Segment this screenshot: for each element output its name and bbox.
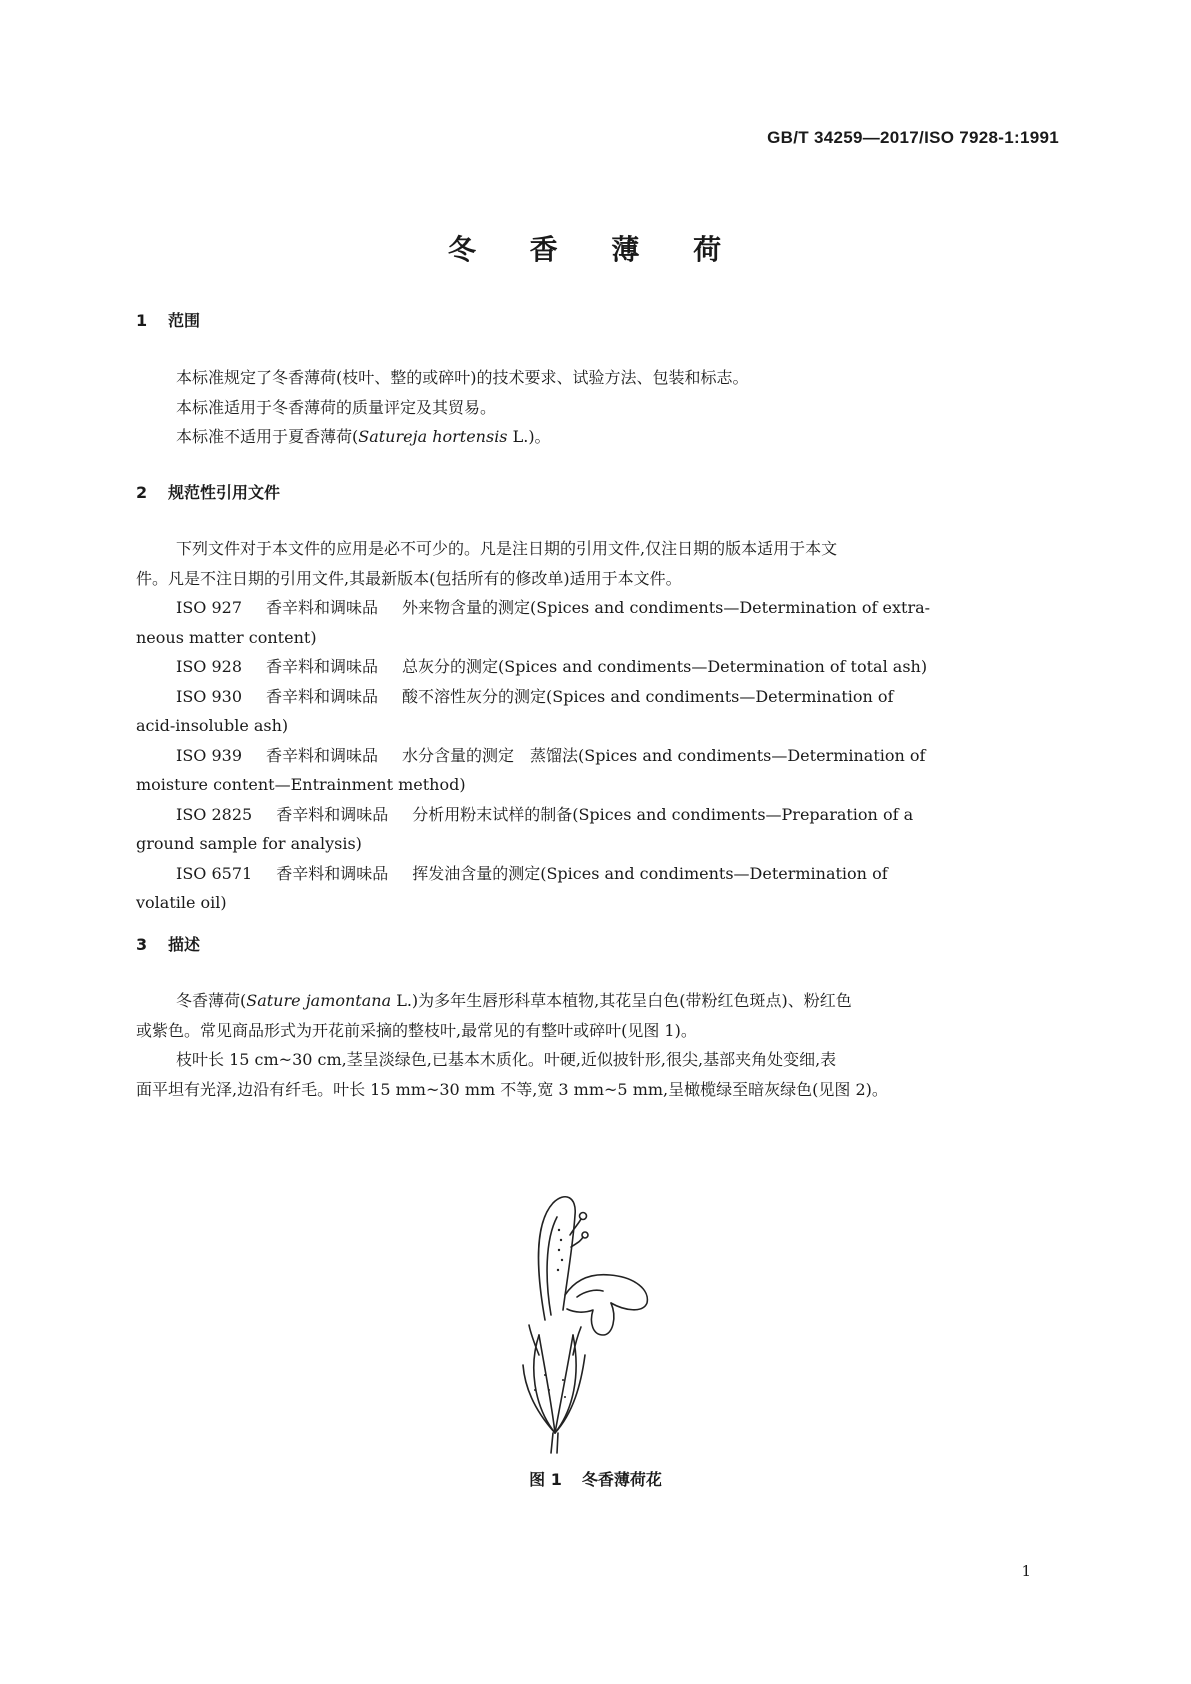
section-heading-description <box>136 932 200 955</box>
reference-iso-939: ISO 939 香辛料和调味品 水分含量的测定 蒸馏法(Spices and condiments—Determination of <box>176 745 926 765</box>
reference-iso-6571: ISO 6571 香辛料和调味品 挥发油含量的测定(Spices and condiments—Determination of <box>176 863 888 883</box>
reference-iso-2825: ISO 2825 香辛料和调味品 分析用粉末试样的制备(Spices and condiments—Preparation of a <box>176 804 914 824</box>
section-title: 规范性引用文件 <box>168 483 281 502</box>
text-line: neous matter content) <box>136 627 317 647</box>
latin-name: Satureja hortensis <box>358 427 508 446</box>
scope-paragraph <box>136 363 1054 452</box>
section-number: 2 <box>136 483 148 502</box>
text-line: 冬香薄荷(Sature jamontana L.)为多年生唇形科草本植物,其花呈白色(带粉红色斑点)、粉红色 <box>176 991 852 1010</box>
standard-code: GB/T 34259—2017/ISO 7928-1:1991 <box>767 128 1059 147</box>
text-line: acid-insoluble ash) <box>136 716 289 735</box>
text-line: 下列文件对于本文件的应用是必不可少的。凡是注日期的引用文件,仅注日期的版本适用于本文 <box>176 539 838 558</box>
text-line: 或紫色。常见商品形式为开花前采摘的整枝叶,最常见的有整叶或碎叶(见图 1)。 <box>136 1020 697 1040</box>
section-title: 描述 <box>168 935 201 954</box>
section-heading-normative-references <box>136 480 280 503</box>
references-paragraph <box>136 534 1054 918</box>
description-paragraph <box>136 986 1054 1104</box>
text-line: 面平坦有光泽,边沿有纤毛。叶长 15 mm~30 mm 不等,宽 3 mm~5 mm,呈橄榄绿至暗灰绿色(见图 2)。 <box>136 1079 888 1099</box>
latin-name: Sature jamontana <box>246 991 392 1010</box>
text-line: moisture content—Entrainment method) <box>136 775 466 794</box>
section-title: 范围 <box>168 311 201 330</box>
reference-iso-928: ISO 928 香辛料和调味品 总灰分的测定(Spices and condiments—Determination of total ash) <box>176 657 928 676</box>
document-title: 冬 香 薄 荷 <box>447 233 744 266</box>
text-line: 枝叶长 15 cm~30 cm,茎呈淡绿色,已基本木质化。叶硬,近似披针形,很尖,基部夹角处变细,表 <box>176 1050 837 1069</box>
reference-iso-930: ISO 930 香辛料和调味品 酸不溶性灰分的测定(Spices and condiments—Determination of <box>176 686 894 706</box>
figure-caption <box>0 1467 1191 1490</box>
text-line: 件。凡是不注日期的引用文件,其最新版本(包括所有的修改单)适用于本文件。 <box>136 568 682 588</box>
section-heading-scope <box>136 308 200 331</box>
text-line: 本标准规定了冬香薄荷(枝叶、整的或碎叶)的技术要求、试验方法、包装和标志。 <box>176 368 749 387</box>
text-line: ground sample for analysis) <box>136 834 362 853</box>
text-line: 本标准适用于冬香薄荷的质量评定及其贸易。 <box>176 397 497 417</box>
text-line: volatile oil) <box>136 893 227 912</box>
section-number: 3 <box>136 935 148 954</box>
text-line: 本标准不适用于夏香薄荷(Satureja hortensis L.)。 <box>176 427 551 446</box>
savory-flower-illustration <box>515 1185 675 1455</box>
reference-iso-927: ISO 927 香辛料和调味品 外来物含量的测定(Spices and condiments—Determination of extra- <box>176 598 931 617</box>
page-number: 1 <box>1021 1562 1031 1580</box>
figure-label: 图 1 <box>529 1470 562 1489</box>
section-number: 1 <box>136 311 148 330</box>
figure-caption-text: 冬香薄荷花 <box>581 1470 662 1489</box>
